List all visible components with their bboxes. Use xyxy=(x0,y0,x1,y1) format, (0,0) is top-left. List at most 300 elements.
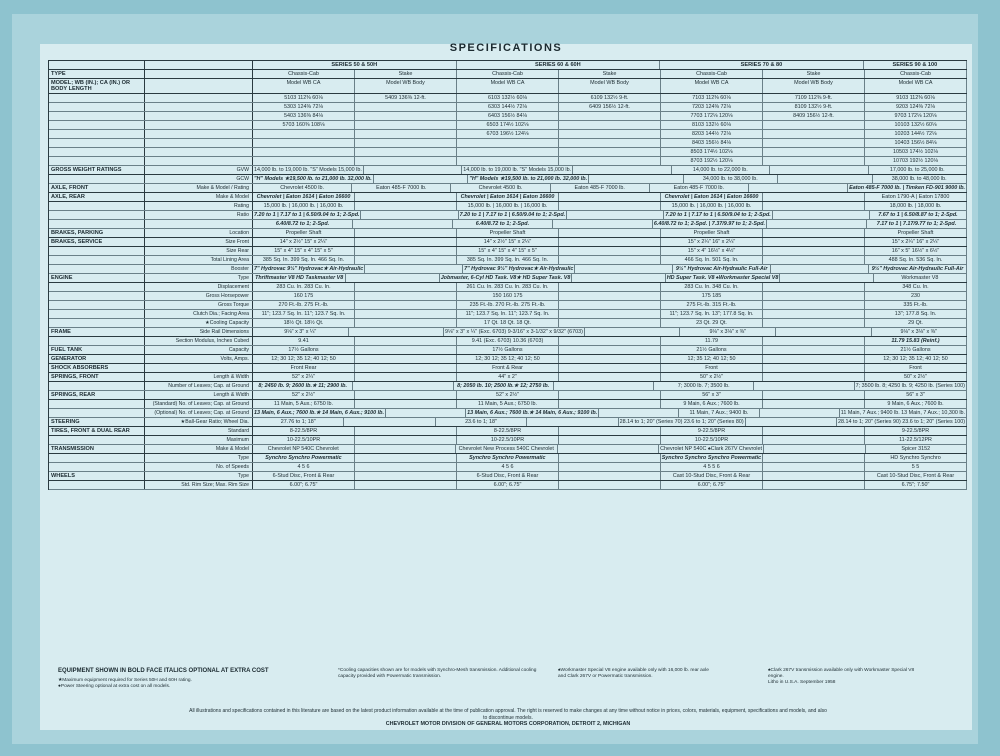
spec-cell: 44" x 2" xyxy=(457,373,559,381)
row-sublabel: Side Rail Dimensions xyxy=(145,328,253,336)
spec-cell: 150 160 175 xyxy=(457,292,559,300)
spec-row xyxy=(49,121,967,130)
row-sublabel: (Standard) No. of Leaves; Cap. at Ground xyxy=(145,400,253,408)
row-sublabel: Volts, Amps. xyxy=(145,355,253,363)
spec-cell: 348 Cu. In. xyxy=(865,283,967,291)
spec-cell: 230 xyxy=(865,292,967,300)
spec-cell: 5103 112⅜ 60⅛ xyxy=(253,94,355,102)
spec-row xyxy=(49,229,967,238)
row-label xyxy=(49,130,145,138)
spec-cell: Cast 10-Stud Disc, Front & Rear xyxy=(661,472,763,480)
note: ★Maximum equipment required for Series 50H and 60H rating. xyxy=(58,678,192,683)
spec-cell: 6-Stud Disc, Front & Rear xyxy=(253,472,355,480)
spec-cell: 15,000 lb. | 16,000 lb. | 16,000 lb. xyxy=(457,202,559,210)
spec-cell: 10403 156½ 84⅛ xyxy=(865,139,967,147)
spec-cell: 9 Main, 6 Aux.; 7600 lb. xyxy=(661,400,763,408)
spec-cell xyxy=(253,130,355,138)
row-sublabel xyxy=(145,157,253,165)
spec-cell: 6503 174½ 102⅛ xyxy=(457,121,559,129)
spec-cell: Front & Rear xyxy=(457,364,559,372)
spec-cell: 12; 30 12; 35 12; 40 12; 50 xyxy=(457,355,559,363)
spec-cell: 7.17 to 1 | 7.17/9.77 to 1; 2-Spd. xyxy=(867,220,967,228)
spec-cell xyxy=(763,148,865,156)
spec-cell: Chevrolet | Eaton 1614 | Eaton 16600 xyxy=(457,193,559,201)
row-label xyxy=(49,283,145,291)
spec-row xyxy=(49,283,967,292)
row-sublabel: Booster xyxy=(145,265,253,273)
spec-row xyxy=(49,382,967,391)
spec-cell: Synchro Synchro Powermatic xyxy=(253,454,355,462)
spec-cell xyxy=(763,193,865,201)
spec-cell xyxy=(355,130,457,138)
spec-cell xyxy=(355,283,457,291)
row-label: BRAKES, SERVICE xyxy=(49,238,145,246)
spec-cell xyxy=(773,211,870,219)
spec-cell: Chevrolet 4500 lb. xyxy=(253,184,352,192)
spec-row xyxy=(49,103,967,112)
spec-row xyxy=(49,427,967,436)
spec-row xyxy=(49,319,967,328)
spec-cell: 9½" Hydrovac Air-Hydraulic Full-Air xyxy=(869,265,967,273)
spec-cell xyxy=(763,238,865,246)
row-sublabel xyxy=(145,79,253,93)
spec-cell: 9⅛" x 3" x ¼" xyxy=(253,328,349,336)
spec-row xyxy=(49,445,967,454)
spec-cell xyxy=(355,373,457,381)
header-blank-sub xyxy=(145,61,253,69)
spec-cell: 5409 136⅜ 12-ft. xyxy=(355,94,457,102)
spec-cell: 11 Main, 7 Aux.; 9400 lb. 13 Main, 7 Aux.; 10,300 lb. xyxy=(840,410,966,416)
spec-cell xyxy=(355,454,457,462)
spec-cell: Front Rear xyxy=(253,364,355,372)
spec-row xyxy=(49,166,967,175)
spec-cell xyxy=(559,130,661,138)
row-label: TYPE xyxy=(49,70,145,78)
spec-cell: Chassis-Cab xyxy=(253,70,355,78)
spec-cell: 17½ Gallons xyxy=(457,346,559,354)
spec-cell xyxy=(763,454,865,462)
spec-cell: 52" x 2¼" xyxy=(253,373,355,381)
spec-row xyxy=(49,211,967,220)
spec-cell: 13 Main, 6 Aux.; 7600 lb.★ 14 Main, 6 Aux.; 9100 lb. xyxy=(467,410,598,416)
spec-cell: 10703 192½ 120⅛ xyxy=(865,157,967,165)
spec-cell: 15" x 4" 16½" x 4½" xyxy=(661,247,763,255)
row-label xyxy=(49,211,145,219)
spec-cell: 6-Stud Disc, Front & Rear xyxy=(457,472,559,480)
spec-cell xyxy=(355,256,457,264)
spec-cell: 14,000 lb. to 19,000 lb. "S" Models 15,000 lb. xyxy=(254,167,362,173)
spec-cell xyxy=(355,310,457,318)
spec-cell: Model WB CA xyxy=(253,79,355,93)
spec-cell xyxy=(553,220,653,228)
spec-cell xyxy=(559,463,661,471)
spec-cell: 38,000 lb. to 48,000 lb. xyxy=(873,175,967,183)
spec-cell: Propeller Shaft xyxy=(661,229,763,237)
spec-cell: Chevrolet | Eaton 1614 | Eaton 16600 xyxy=(253,193,355,201)
spec-cell xyxy=(559,319,661,327)
spec-cell: 17,000 lb. to 25,000 lb. xyxy=(869,166,967,174)
spec-row xyxy=(49,301,967,310)
spec-cell: 10503 174½ 102⅛ xyxy=(865,148,967,156)
spec-cell: 11"; 123.7 Sq. In. 11"; 123.7 Sq. In. xyxy=(457,310,559,318)
spec-page xyxy=(40,44,972,730)
spec-cell xyxy=(763,391,865,399)
spec-cell: 275 Ft.-lb. 315 Ft.-lb. xyxy=(661,301,763,309)
spec-row xyxy=(49,409,967,418)
spec-cell xyxy=(559,481,661,489)
spec-cell xyxy=(364,166,462,174)
row-sublabel: Type xyxy=(145,274,253,282)
row-sublabel: Size Front xyxy=(145,238,253,246)
series-header-row xyxy=(49,61,967,70)
spec-row xyxy=(49,463,967,472)
spec-cell xyxy=(763,310,865,318)
spec-cell: 56" x 3" xyxy=(865,391,967,399)
spec-cell xyxy=(763,427,865,435)
spec-cell: 7703 172⅛ 120⅛ xyxy=(661,112,763,120)
spec-cell: 15" x 4" 15" x 4" 15" x 5" xyxy=(457,247,559,255)
spec-cell: 10-22.5/10PR xyxy=(253,436,355,444)
spec-cell xyxy=(355,157,457,165)
spec-cell: Front xyxy=(661,364,763,372)
spec-cell: 6.40/8.72 to 1; 2-Spd. xyxy=(253,220,353,228)
spec-cell: 11.79 xyxy=(661,337,763,345)
spec-cell xyxy=(763,283,865,291)
spec-row xyxy=(49,148,967,157)
row-label xyxy=(49,409,145,417)
spec-cell: 261 Cu. In. 283 Cu. In. 283 Cu. In. xyxy=(457,283,559,291)
spec-cell xyxy=(559,337,661,345)
spec-row xyxy=(49,328,967,337)
spec-cell xyxy=(559,139,661,147)
spec-cell: 28.14 to 1; 20" (Series 70) 23.6 to 1; 20" (Series 80) xyxy=(619,419,744,425)
spec-cell: 9.41 (Exc. 6703) 10.36 (6703) xyxy=(457,337,559,345)
spec-cell xyxy=(763,202,865,210)
spec-cell: 11 Main, 5 Aux.; 6750 lb. xyxy=(457,400,559,408)
spec-rows xyxy=(49,70,967,490)
spec-row xyxy=(49,274,967,283)
spec-cell: Model WB Body xyxy=(559,79,661,93)
spec-cell xyxy=(559,121,661,129)
spec-cell xyxy=(374,175,468,183)
row-sublabel: Standard xyxy=(145,427,253,435)
spec-cell xyxy=(355,400,457,408)
spec-cell: 283 Cu. In. 283 Cu. In. xyxy=(253,283,355,291)
row-sublabel: Number of Leaves; Cap. at Ground xyxy=(145,382,253,390)
spec-cell: 8-22.5/8PR xyxy=(253,427,355,435)
spec-cell xyxy=(559,238,661,246)
spec-cell xyxy=(355,364,457,372)
spec-cell: 13"; 177.8 Sq. In. xyxy=(865,310,967,318)
row-sublabel xyxy=(145,139,253,147)
spec-cell xyxy=(771,265,869,273)
spec-cell xyxy=(355,319,457,327)
row-label xyxy=(49,400,145,408)
spec-cell: 56" x 3" xyxy=(661,391,763,399)
spec-cell: 6.40/8.72 to 1; 2-Spd. | 7.37/9.97 to 1; 2-Spd. xyxy=(653,221,766,227)
row-sublabel: Length & Width xyxy=(145,373,253,381)
spec-cell: 7109 112⅜ 9-ft. xyxy=(763,94,865,102)
spec-cell: 6103 132½ 60⅛ xyxy=(457,94,559,102)
row-sublabel: GCW xyxy=(145,175,253,183)
spec-cell: 15,000 lb. | 16,000 lb. | 16,000 lb. xyxy=(661,202,763,210)
spec-cell: Chevrolet 4500 lb. xyxy=(451,184,550,192)
header-blank xyxy=(49,61,145,69)
spec-cell: 10-22.5/10PR xyxy=(457,436,559,444)
spec-cell xyxy=(355,355,457,363)
spec-cell xyxy=(763,130,865,138)
spec-cell xyxy=(763,400,865,408)
row-label xyxy=(49,94,145,102)
row-label: GROSS WEIGHT RATINGS xyxy=(49,166,145,174)
spec-cell: 7.67 to 1 | 6.50/8.87 to 1; 2-Spd. xyxy=(870,211,967,219)
spec-cell: 8-22.5/8PR xyxy=(457,427,559,435)
spec-row xyxy=(49,418,967,427)
spec-cell: 52" x 2½" xyxy=(253,391,355,399)
spec-cell: 160 175 xyxy=(253,292,355,300)
note: ♠Workmaster Special V8 engine available only with 16,000 lb. rear axle and Clark 267V or Powermatic transmission. xyxy=(558,668,709,679)
spec-cell xyxy=(559,157,661,165)
spec-cell xyxy=(355,445,457,453)
row-label xyxy=(49,121,145,129)
spec-row xyxy=(49,220,967,229)
spec-cell: Cast 10-Stud Disc, Front & Rear xyxy=(865,472,967,480)
spec-cell xyxy=(559,454,661,462)
spec-cell: 8703 192½ 120⅛ xyxy=(661,157,763,165)
spec-cell: 8409 156½ 12-ft. xyxy=(763,112,865,120)
spec-cell: 9⅛" x 3" x ¼" (Exc. 6703) 9-3/16" x 3-1/32" x 9/32" (6703) xyxy=(445,329,583,335)
row-label: WHEELS xyxy=(49,472,145,480)
spec-cell xyxy=(559,256,661,264)
page-title: SPECIFICATIONS xyxy=(449,42,563,54)
spec-cell: 14,000 lb. to 22,000 lb. xyxy=(672,166,770,174)
row-sublabel: (Optional) No. of Leaves; Cap. at Ground xyxy=(145,409,253,417)
row-sublabel: Make & Model xyxy=(145,445,253,453)
spec-row xyxy=(49,112,967,121)
spec-cell xyxy=(353,220,453,228)
notes-right-a xyxy=(558,668,718,680)
spec-cell xyxy=(763,373,865,381)
row-sublabel: Displacement xyxy=(145,283,253,291)
spec-cell xyxy=(763,319,865,327)
row-label: BRAKES, PARKING xyxy=(49,229,145,237)
spec-row xyxy=(49,391,967,400)
spec-row xyxy=(49,472,967,481)
spec-cell: 488 Sq. In. 536 Sq. In. xyxy=(865,256,967,264)
row-label xyxy=(49,148,145,156)
spec-row xyxy=(49,202,967,211)
spec-cell xyxy=(559,400,661,408)
spec-cell: 175 185 xyxy=(661,292,763,300)
row-label xyxy=(49,139,145,147)
row-sublabel: Section Modulus, Inches Cubed xyxy=(145,337,253,345)
spec-cell: Model WB CA xyxy=(661,79,763,93)
spec-cell: 15" x 4" 15" x 4" 15" x 5" xyxy=(253,247,355,255)
spec-cell xyxy=(355,337,457,345)
disclaimer: All illustrations and specifications contained in this literature are based on the latest product information available at the time of publication approval. The right is reserved to make changes at any time without notice in prices, colors, materials, equipment, specifications and models, and also to discontinue models. xyxy=(189,708,827,721)
row-label xyxy=(49,481,145,489)
spec-row xyxy=(49,130,967,139)
spec-cell: 8503 174½ 102⅛ xyxy=(661,148,763,156)
spec-cell xyxy=(559,391,661,399)
spec-cell: 4 5 6 xyxy=(457,463,559,471)
spec-cell xyxy=(780,274,873,282)
row-label: FRAME xyxy=(49,328,145,336)
spec-cell: Eaton 485-F 7000 lb. xyxy=(650,184,749,192)
spec-row xyxy=(49,94,967,103)
spec-cell: HD Synchro Synchro xyxy=(865,454,967,462)
row-sublabel: Clutch Dia.; Facing Area xyxy=(145,310,253,318)
row-sublabel: Gross Torque xyxy=(145,301,253,309)
spec-cell xyxy=(353,382,453,390)
spec-cell: 23.6 to 1; 18" xyxy=(436,418,527,426)
row-label xyxy=(49,454,145,462)
spec-row xyxy=(49,436,967,445)
note: ●Power Steering optional at extra cost on all models. xyxy=(58,684,171,689)
spec-cell: Synchro Synchro Powermatic xyxy=(457,454,559,462)
spec-cell xyxy=(365,265,463,273)
row-label: MODEL; WB (IN.); CA (IN.) OR BODY LENGTH xyxy=(49,79,145,93)
spec-cell: 4 5 6 xyxy=(253,463,355,471)
spec-cell: Chevrolet | Eaton 1614 | Eaton 16600 xyxy=(661,193,763,201)
row-label xyxy=(49,103,145,111)
spec-cell: Spicer 3152 xyxy=(866,445,968,453)
spec-cell: 10-22.5/10PR xyxy=(661,436,763,444)
spec-cell: Chassis-Cab xyxy=(661,70,763,78)
row-sublabel: Make & Model / Rating xyxy=(145,184,253,192)
row-sublabel: Make & Model xyxy=(145,193,253,201)
spec-cell: Propeller Shaft xyxy=(253,229,355,237)
spec-cell: 10203 144½ 72⅛ xyxy=(865,130,967,138)
spec-cell xyxy=(599,409,679,417)
spec-cell: 34,000 lb. to 38,000 lb. xyxy=(684,175,778,183)
spec-row xyxy=(49,157,967,166)
spec-cell: 8203 144½ 72⅛ xyxy=(661,130,763,138)
row-label xyxy=(49,319,145,327)
spec-cell xyxy=(355,472,457,480)
spec-cell: 6409 156½ 12-ft. xyxy=(559,103,661,111)
spec-cell: 21½ Gallons xyxy=(865,346,967,354)
spec-cell: 6403 156½ 84⅛ xyxy=(457,112,559,120)
spec-cell: 9103 112⅜ 60⅛ xyxy=(865,94,967,102)
spec-cell: 50" x 2½" xyxy=(661,373,763,381)
spec-row xyxy=(49,337,967,346)
spec-cell: 6.00"; 6.75" xyxy=(457,481,559,489)
spec-cell xyxy=(346,274,439,282)
spec-cell xyxy=(559,229,661,237)
row-sublabel xyxy=(145,220,253,228)
spec-cell xyxy=(567,211,664,219)
spec-cell: Eaton 485-F 7000 lb. xyxy=(551,184,650,192)
spec-cell: 6.00"; 6.75" xyxy=(253,481,355,489)
spec-cell: Model WB Body xyxy=(763,79,865,93)
spec-cell: 8; 2050 lb. 10; 2500 lb.★ 12; 2750 lb. xyxy=(454,382,554,390)
series-header: SERIES 90 & 100 xyxy=(864,61,967,69)
spec-cell: 9203 124⅜ 72⅛ xyxy=(865,103,967,111)
row-sublabel xyxy=(145,70,253,78)
spec-row xyxy=(49,355,967,364)
row-label xyxy=(49,292,145,300)
spec-cell xyxy=(527,418,618,426)
note: ♠Clark 267V transmission available only with Workmaster Special V8 engine. xyxy=(768,668,915,679)
row-label xyxy=(49,256,145,264)
spec-cell: 5303 124⅜ 72⅛ xyxy=(253,103,355,111)
series-header: SERIES 60 & 60H xyxy=(457,61,661,69)
spec-cell: Thriftmaster V8 HD Taskmaster V8 xyxy=(253,274,346,282)
spec-cell: 385 Sq. In. 399 Sq. In. 466 Sq. In. xyxy=(253,256,355,264)
spec-cell xyxy=(589,175,683,183)
spec-cell: 385 Sq. In. 399 Sq. In. 466 Sq. In. xyxy=(457,256,559,264)
spec-cell xyxy=(763,472,865,480)
row-sublabel: Std. Rim Size; Max. Rim Size xyxy=(145,481,253,489)
spec-cell xyxy=(559,292,661,300)
spec-cell: 27.76 to 1; 18" xyxy=(253,418,344,426)
spec-cell: 6.40/8.72 to 1; 2-Spd. xyxy=(453,220,553,228)
row-label: GENERATOR xyxy=(49,355,145,363)
spec-cell: Workmaster V8 xyxy=(874,274,967,282)
spec-cell: Jobmaster, 6-Cyl HD Task. V8★ HD Super Task. V8 xyxy=(440,275,571,281)
spec-cell: 7" Hydrovac 9½" Hydrovac★ Air-Hydraulic xyxy=(464,266,574,272)
row-label xyxy=(49,112,145,120)
row-label xyxy=(49,247,145,255)
spec-row xyxy=(49,400,967,409)
row-sublabel: Gross Horsepower xyxy=(145,292,253,300)
row-label xyxy=(49,157,145,165)
spec-cell: 235 Ft.-lb. 270 Ft.-lb. 275 Ft.-lb. xyxy=(457,301,559,309)
spec-cell xyxy=(355,436,457,444)
spec-cell: Stake xyxy=(355,70,457,78)
spec-cell: 29 Qt. xyxy=(865,319,967,327)
row-label xyxy=(49,220,145,228)
spec-cell: Synchro Synchro Synchro Powermatic xyxy=(661,455,762,461)
spec-table xyxy=(48,60,967,490)
row-label xyxy=(49,301,145,309)
spec-row xyxy=(49,139,967,148)
spec-cell xyxy=(554,382,654,390)
notes-right-b xyxy=(768,668,918,686)
spec-cell xyxy=(349,328,445,336)
spec-cell: 9⅛" x 3⅛" x ⅜" xyxy=(872,328,968,336)
spec-cell xyxy=(754,382,854,390)
spec-cell xyxy=(763,292,865,300)
row-sublabel: Type xyxy=(145,472,253,480)
spec-row xyxy=(49,256,967,265)
row-sublabel: Size Rear xyxy=(145,247,253,255)
corporation-line: CHEVROLET MOTOR DIVISION OF GENERAL MOTORS CORPORATION, DETROIT 2, MICHIGAN xyxy=(385,721,631,727)
spec-cell xyxy=(558,445,660,453)
spec-row xyxy=(49,346,967,355)
spec-row xyxy=(49,247,967,256)
spec-row xyxy=(49,373,967,382)
spec-cell: 5 5 xyxy=(865,463,967,471)
spec-cell xyxy=(457,139,559,147)
spec-cell xyxy=(763,157,865,165)
series-header: SERIES 70 & 80 xyxy=(660,61,864,69)
spec-cell xyxy=(763,364,865,372)
spec-cell: 15,000 lb. | 16,000 lb. | 16,000 lb. xyxy=(253,202,355,210)
row-sublabel xyxy=(145,112,253,120)
row-label: FUEL TANK xyxy=(49,346,145,354)
spec-cell xyxy=(457,148,559,156)
spec-cell xyxy=(559,112,661,120)
spec-cell xyxy=(763,355,865,363)
spec-cell: 52" x 2½" xyxy=(457,391,559,399)
spec-cell xyxy=(355,427,457,435)
spec-cell xyxy=(559,364,661,372)
spec-cell: 6703 196½ 124⅛ xyxy=(457,130,559,138)
spec-row xyxy=(49,481,967,490)
spec-cell: 14" x 2½" 15" x 2¼" xyxy=(253,238,355,246)
